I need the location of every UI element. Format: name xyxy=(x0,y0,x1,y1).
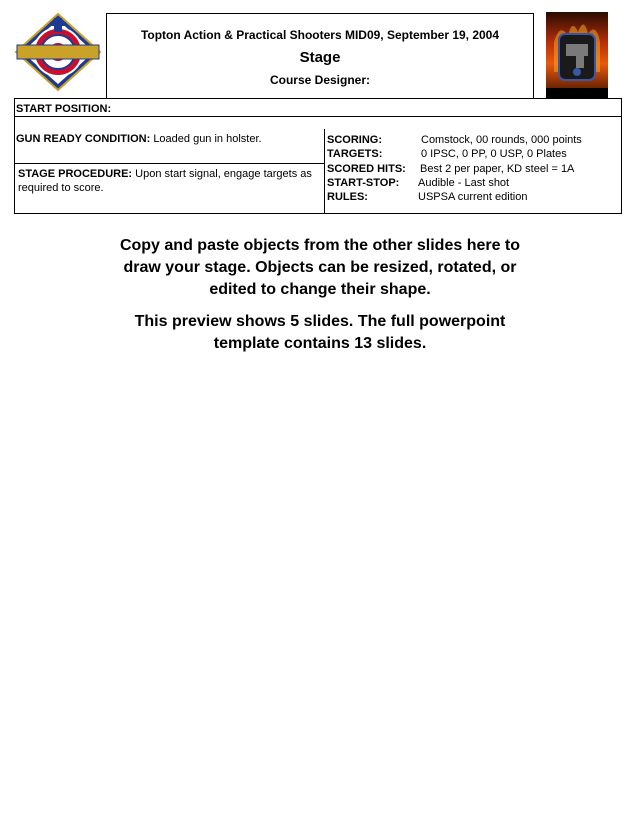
preview-line: This preview shows 5 slides. The full powerpoint xyxy=(134,313,506,330)
start-stop-value: Audible - Last shot xyxy=(418,177,510,189)
scoring-label: SCORING: xyxy=(327,134,382,146)
stage-header xyxy=(106,13,534,99)
preview-line: template contains 13 slides. xyxy=(213,335,427,352)
rules-label: RULES: xyxy=(327,191,368,203)
divider xyxy=(324,129,325,214)
scored-hits-label: SCORED HITS: xyxy=(327,163,406,175)
mid09-logo xyxy=(546,12,608,98)
rules-value: USPSA current edition xyxy=(418,191,528,203)
instruction-line: Copy and paste objects from the other slides here to xyxy=(119,237,521,254)
stage-info-table xyxy=(14,98,622,214)
gun-ready-row xyxy=(16,132,316,146)
stage-title: Stage xyxy=(299,49,341,66)
targets-value: 0 IPSC, 0 PP, 0 USP, 0 Plates xyxy=(421,148,567,160)
divider xyxy=(15,116,621,117)
stage-procedure-label: STAGE PROCEDURE: xyxy=(18,168,133,180)
start-position-label: START POSITION: xyxy=(16,103,112,115)
stage-procedure-row xyxy=(18,167,314,195)
event-title: Topton Action & Practical Shooters MID09, September 19, 2004 xyxy=(140,28,500,42)
scored-hits-value: Best 2 per paper, KD steel = 1A xyxy=(420,163,575,175)
instruction-text xyxy=(60,235,580,301)
stage-procedure-value: Upon start signal, engage targets as required to score. xyxy=(18,168,312,194)
gun-ready-value: Loaded gun in holster. xyxy=(153,133,262,145)
instruction-line: draw your stage. Objects can be resized, rotated, or xyxy=(123,259,517,276)
targets-label: TARGETS: xyxy=(327,148,383,160)
uspsa-logo xyxy=(14,12,102,92)
mid09-logo-graphic xyxy=(546,12,608,98)
divider xyxy=(15,163,325,164)
preview-note xyxy=(60,311,580,355)
instruction-line: edited to change their shape. xyxy=(209,281,431,298)
course-designer-label: Course Designer: xyxy=(269,73,371,87)
gun-ready-label: GUN READY CONDITION: xyxy=(16,133,151,145)
uspsa-logo-graphic xyxy=(14,12,102,92)
start-stop-label: START-STOP: xyxy=(327,177,400,189)
scoring-value: Comstock, 00 rounds, 000 points xyxy=(421,134,582,146)
